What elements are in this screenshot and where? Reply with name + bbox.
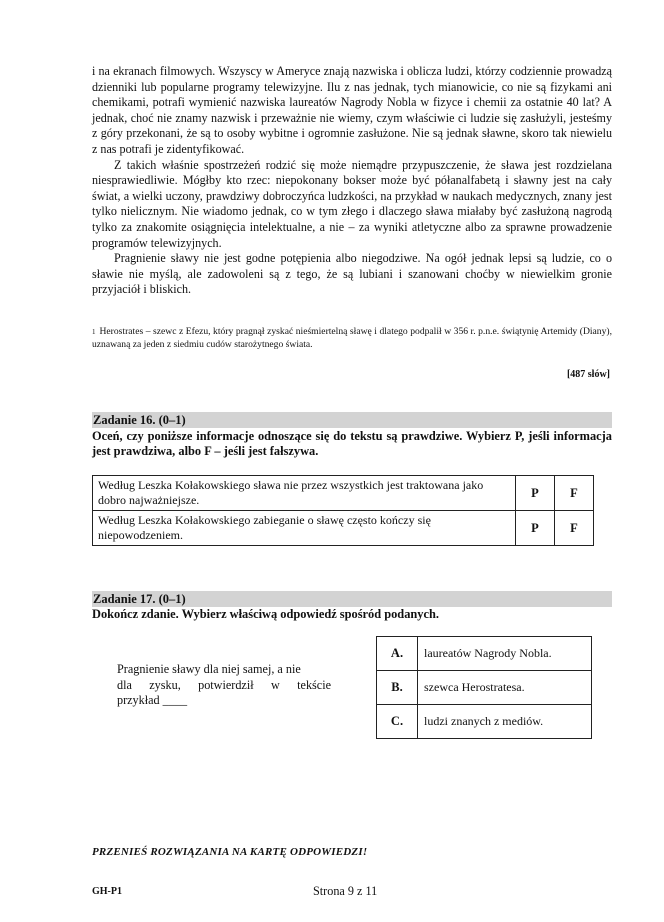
statement: Według Leszka Kołakowskiego sława nie przez wszystkich jest traktowana jako dobro najważniejsze. bbox=[93, 476, 516, 511]
prompt-line: Pragnienie sławy dla niej samej, a nie bbox=[117, 662, 301, 676]
task-17-header: Zadanie 17. (0–1) bbox=[92, 591, 612, 607]
option-text: szewca Herostratesa. bbox=[418, 671, 592, 705]
option-text: laureatów Nagrody Nobla. bbox=[418, 637, 592, 671]
prompt-line: dla zysku, potwierdził w tekście bbox=[117, 677, 331, 692]
article-text bbox=[92, 64, 612, 298]
task-16-header: Zadanie 16. (0–1) bbox=[92, 412, 612, 428]
option-letter: A. bbox=[377, 637, 418, 671]
answer-options-table bbox=[376, 636, 592, 739]
option-f[interactable]: F bbox=[555, 476, 594, 511]
paragraph: i na ekranach filmowych. Wszyscy w Ameryce znają nazwiska i oblicza ludzi, którzy codziennie prowadzą dzienniki lub popularne programy telewizyjne. Ilu z nas jednak, tych mianowicie, co nie są fizykami ani chemikami, potrafi wymienić nazwiska laureatów Nagrody Nobla w fizyce i chemii za ostatnie 40 lat? A jednak, choć nie znamy nazwisk i przeważnie nie wiemy, czym właściwie ci ludzie się zasłużyli, jesteśmy z góry przekonani, że są to osoby wybitne i ogromnie zasłużone. Nie są jednak sławne, skoro tak niewielu z nas potrafi je zidentyfikować. bbox=[92, 64, 612, 156]
paragraph: Z takich właśnie spostrzeżeń rodzić się może niemądre przypuszczenie, że sława jest rozdzielana niesprawiedliwie. Mógłby kto rzec: niepokonany bokser może być półanalfabetą i sławny jest na cały świat, a wielki uczony, prawdziwy dobroczyńca ludzkości, na przykład w naukach medycznych, znany jest tylko nielicznym. Nie wiadomo jednak, co w tym złego i dlaczego sława miałaby być zasłużoną nagrodą tylko za znakomite osiągnięcia intelektualne, a nie – za wyniki atletyczne albo za sprawne prowadzenie programów telewizyjnych. bbox=[92, 157, 612, 250]
true-false-table bbox=[92, 475, 594, 546]
statement: Według Leszka Kołakowskiego zabieganie o sławę często kończy się niepowodzeniem. bbox=[93, 511, 516, 546]
paragraph: Pragnienie sławy nie jest godne potępienia albo niegodziwe. Na ogół jednak lepsi są ludzie, co o sławie nie myślą, ale zadowoleni są z tego, że są lubiani i szanowani choćby w niewielkim gronie przyjaciół i bliskich. bbox=[92, 251, 612, 297]
option-p[interactable]: P bbox=[516, 476, 555, 511]
task-16-instruction: Oceń, czy poniższe informacje odnoszące się do tekstu są prawdziwe. Wybierz P, jeśli informacja jest prawdziwa, albo F – jeśli jest fałszywa. bbox=[92, 429, 612, 458]
option-text: ludzi znanych z mediów. bbox=[418, 705, 592, 739]
footnote-text: Herostrates – szewc z Efezu, który pragnął zyskać nieśmiertelną sławę i dlatego podpalił w 356 r. p.n.e. świątynię Artemidy (Diany), uznawaną za jeden z siedmiu cudów starożytnego świata. bbox=[92, 326, 612, 350]
option-f[interactable]: F bbox=[555, 511, 594, 546]
table-row bbox=[93, 511, 594, 546]
exam-code: GH-P1 bbox=[92, 886, 122, 897]
answer-option[interactable] bbox=[377, 671, 592, 705]
answer-option[interactable] bbox=[377, 705, 592, 739]
task-17-instruction: Dokończ zdanie. Wybierz właściwą odpowiedź spośród podanych. bbox=[92, 607, 439, 621]
footnote bbox=[92, 326, 612, 351]
answer-option[interactable] bbox=[377, 637, 592, 671]
question-prompt bbox=[117, 662, 331, 709]
prompt-line: przykład ____ bbox=[117, 693, 188, 707]
option-p[interactable]: P bbox=[516, 511, 555, 546]
word-count: [487 słów] bbox=[566, 369, 610, 380]
table-row bbox=[93, 476, 594, 511]
page-number: Strona 9 z 11 bbox=[313, 884, 378, 898]
transfer-note: PRZENIEŚ ROZWIĄZANIA NA KARTĘ ODPOWIEDZI! bbox=[92, 846, 368, 858]
footnote-marker: 1 bbox=[92, 328, 96, 336]
option-letter: C. bbox=[377, 705, 418, 739]
option-letter: B. bbox=[377, 671, 418, 705]
